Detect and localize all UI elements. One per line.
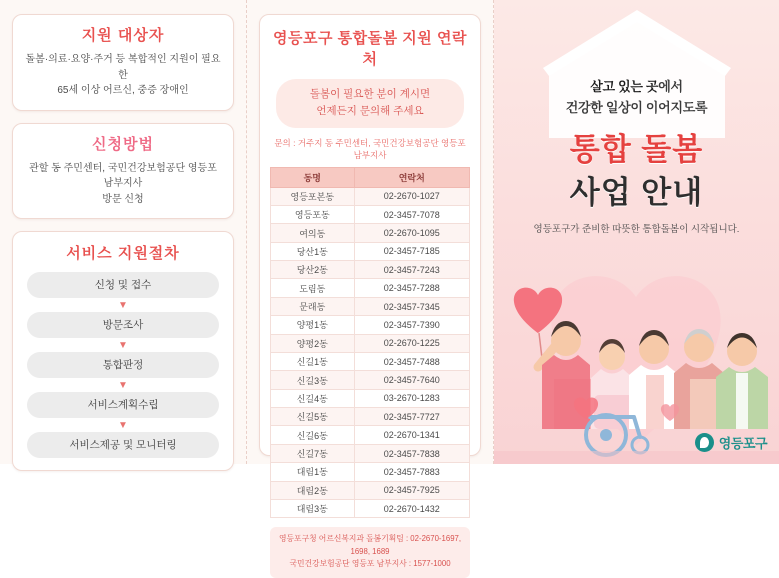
cell-tel: 02-3457-7925 bbox=[354, 481, 469, 499]
speech-bubble bbox=[276, 79, 464, 128]
down-arrow-icon-3: ▼ bbox=[118, 380, 128, 391]
cover-subtitle-1 bbox=[494, 76, 779, 95]
cover-description: 영등포구가 준비한 따뜻한 통합돌봄이 시작됩니다. bbox=[533, 224, 740, 235]
table-row bbox=[271, 205, 470, 223]
cell-dong: 영등포본동 bbox=[271, 187, 355, 205]
cover-subtitle-2-strong: 건강한 일상 bbox=[565, 100, 631, 115]
eligibility-line-1: 돌봄·의료·요양·주거 등 복합적인 지원이 필요한 bbox=[25, 54, 221, 81]
footnote-box bbox=[270, 527, 470, 577]
cell-dong: 당산2동 bbox=[271, 261, 355, 279]
table-row bbox=[271, 261, 470, 279]
table-row bbox=[271, 242, 470, 260]
how-to-apply-title: 신청방법 bbox=[92, 135, 154, 153]
table-row bbox=[271, 463, 470, 481]
eligibility-card bbox=[12, 14, 234, 111]
process-title: 서비스 지원절차 bbox=[66, 245, 180, 262]
cell-tel: 02-2670-1341 bbox=[354, 426, 469, 444]
cell-dong: 양평1동 bbox=[271, 316, 355, 334]
process-step-5: 서비스제공 및 모니터링 bbox=[27, 432, 219, 458]
cell-dong: 신길1동 bbox=[271, 352, 355, 370]
cell-tel: 02-3457-7727 bbox=[354, 408, 469, 426]
logo-label: 영등포구 bbox=[718, 436, 767, 451]
table-row bbox=[271, 279, 470, 297]
table-row bbox=[271, 187, 470, 205]
cell-dong: 대림3동 bbox=[271, 499, 355, 517]
cell-dong: 양평2동 bbox=[271, 334, 355, 352]
cell-tel: 02-3457-7838 bbox=[354, 444, 469, 462]
cell-dong: 신길6동 bbox=[271, 426, 355, 444]
cover-text-block bbox=[494, 76, 779, 235]
cell-tel: 02-3457-7078 bbox=[354, 205, 469, 223]
cell-tel: 02-2670-1432 bbox=[354, 499, 469, 517]
cell-dong: 신길5동 bbox=[271, 408, 355, 426]
process-card bbox=[12, 231, 234, 471]
down-arrow-icon-1: ▼ bbox=[118, 300, 128, 311]
down-arrow-icon-2: ▼ bbox=[118, 340, 128, 351]
eligibility-body bbox=[23, 52, 223, 99]
cell-tel: 02-3457-7640 bbox=[354, 371, 469, 389]
table-row bbox=[271, 316, 470, 334]
column-header-tel: 연락처 bbox=[354, 167, 469, 187]
cover-subtitle-1-tail: 에서 bbox=[658, 79, 683, 94]
cell-tel: 02-3457-7883 bbox=[354, 463, 469, 481]
cell-dong: 대림2동 bbox=[271, 481, 355, 499]
table-row bbox=[271, 408, 470, 426]
cell-dong: 문래동 bbox=[271, 297, 355, 315]
process-step-1: 신청 및 접수 bbox=[27, 272, 219, 298]
cell-dong: 영등포동 bbox=[271, 205, 355, 223]
how-to-apply-line-1: 관할 동 주민센터, 국민건강보험공단 영등포 남부지사 bbox=[29, 162, 217, 189]
district-logo bbox=[695, 433, 767, 452]
cell-tel: 02-3457-7390 bbox=[354, 316, 469, 334]
table-row bbox=[271, 371, 470, 389]
cell-dong: 도림동 bbox=[271, 279, 355, 297]
yeongdeungpo-logo-icon bbox=[695, 433, 714, 452]
table-row bbox=[271, 426, 470, 444]
contacts-table-body bbox=[271, 187, 470, 518]
eligibility-title: 지원 대상자 bbox=[81, 27, 165, 44]
how-to-apply-card bbox=[12, 123, 234, 220]
bubble-line-2: 언제든지 문의해 주세요 bbox=[316, 104, 424, 117]
process-step-4: 서비스계획수립 bbox=[27, 392, 219, 418]
cell-dong: 신길4동 bbox=[271, 389, 355, 407]
contacts-table bbox=[270, 167, 470, 519]
table-row bbox=[271, 389, 470, 407]
bubble-line-1: 돌봄이 필요한 분이 계시면 bbox=[309, 88, 431, 100]
cell-dong: 신길7동 bbox=[271, 444, 355, 462]
cell-tel: 02-3457-7243 bbox=[354, 261, 469, 279]
inquiry-line: 문의 : 거주지 동 주민센터, 국민건강보험공단 영등포 남부지사 bbox=[274, 137, 466, 160]
how-to-apply-body bbox=[23, 161, 223, 208]
how-to-apply-line-2: 방문 신청 bbox=[102, 193, 144, 205]
cover-subtitle-2-tail: 이 이어지도록 bbox=[630, 100, 708, 115]
cell-dong: 당산1동 bbox=[271, 242, 355, 260]
cover-subtitle-1-strong: 살고 있는 곳 bbox=[590, 79, 659, 94]
table-row bbox=[271, 444, 470, 462]
middle-panel bbox=[246, 0, 494, 569]
cell-tel: 02-2670-1225 bbox=[354, 334, 469, 352]
process-step-2: 방문조사 bbox=[27, 312, 219, 338]
cell-tel: 02-2670-1095 bbox=[354, 224, 469, 242]
cover-panel bbox=[494, 0, 779, 464]
table-row bbox=[271, 297, 470, 315]
table-header-row bbox=[271, 167, 470, 187]
cover-title-line-2: 사업 안내 bbox=[569, 175, 704, 210]
cell-tel: 02-2670-1027 bbox=[354, 187, 469, 205]
contacts-card bbox=[259, 14, 481, 569]
footnote-line-2: 국민건강보험공단 영등포 남부지사 : 1577-1000 bbox=[289, 559, 451, 569]
cell-dong: 신길3동 bbox=[271, 371, 355, 389]
cover-title-line-1: 통합 돌봄 bbox=[569, 132, 704, 167]
left-panel bbox=[0, 0, 246, 464]
family-illustration bbox=[494, 249, 779, 464]
contacts-title: 영등포구 통합돌봄 지원 연락처 bbox=[273, 30, 467, 68]
cell-tel: 02-3457-7345 bbox=[354, 297, 469, 315]
process-step-3: 통합판정 bbox=[27, 352, 219, 378]
eligibility-line-2: 65세 이상 어르신, 중증 장애인 bbox=[57, 85, 189, 96]
cell-tel: 02-3457-7288 bbox=[354, 279, 469, 297]
cell-dong: 여의동 bbox=[271, 224, 355, 242]
table-row bbox=[271, 334, 470, 352]
cell-dong: 대림1동 bbox=[271, 463, 355, 481]
cell-tel: 02-3457-7185 bbox=[354, 242, 469, 260]
table-row bbox=[271, 352, 470, 370]
table-row bbox=[271, 224, 470, 242]
cover-subtitle-2 bbox=[494, 97, 779, 116]
column-header-dong: 동명 bbox=[271, 167, 355, 187]
cell-tel: 03-2670-1283 bbox=[354, 389, 469, 407]
table-row bbox=[271, 499, 470, 517]
footnote-line-1: 영등포구청 어르신복지과 돌봄기획팀 : 02-2670-1697, 1698, 1689 bbox=[278, 534, 462, 556]
cell-tel: 02-3457-7488 bbox=[354, 352, 469, 370]
table-row bbox=[271, 481, 470, 499]
down-arrow-icon-4: ▼ bbox=[118, 420, 128, 431]
